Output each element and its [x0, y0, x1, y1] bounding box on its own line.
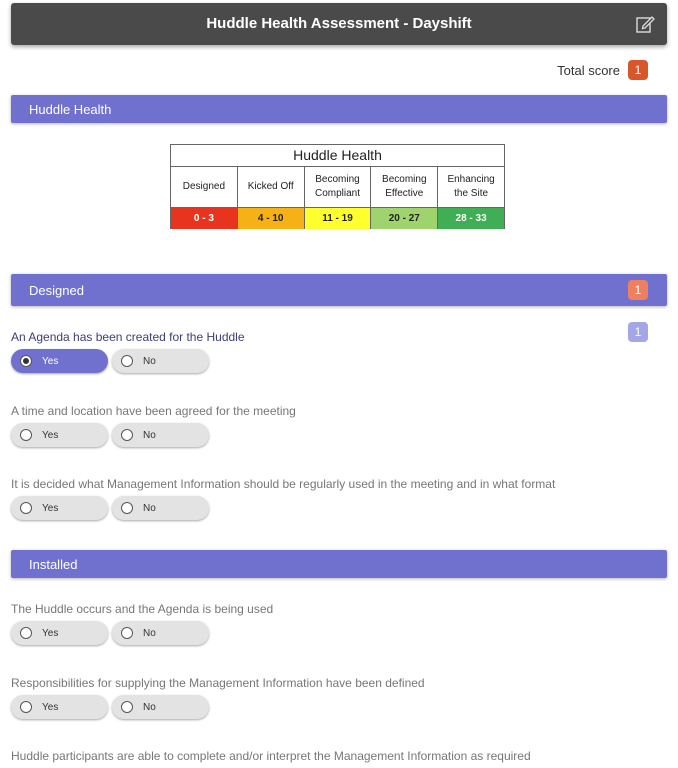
option-no[interactable] — [112, 423, 209, 447]
legend-level-range: 0 - 3 — [171, 207, 237, 229]
question-text: The Huddle occurs and the Agenda is being used — [11, 602, 274, 616]
option-yes[interactable] — [11, 496, 108, 520]
radio-icon[interactable] — [121, 355, 133, 367]
legend-level-range: 20 - 27 — [371, 207, 437, 229]
radio-icon[interactable] — [121, 701, 133, 713]
question-text: Responsibilities for supplying the Management Information have been defined — [11, 676, 425, 690]
option-yes[interactable] — [11, 423, 108, 447]
legend-level-range: 11 - 19 — [305, 207, 371, 229]
option-no[interactable] — [112, 695, 209, 719]
radio-icon[interactable] — [20, 701, 32, 713]
legend-level — [371, 167, 438, 229]
legend-level-name: Becoming Compliant — [314, 174, 360, 199]
legend-level-name: Becoming Effective — [382, 174, 427, 199]
legend-level-range: 4 - 10 — [238, 207, 304, 229]
option-label: No — [143, 355, 156, 367]
legend-level — [238, 167, 305, 229]
section-score-badge: 1 — [628, 280, 648, 300]
question-text: It is decided what Management Information should be regularly used in the meeting and in what format — [11, 477, 556, 491]
legend-title: Huddle Health — [171, 145, 504, 167]
legend-level — [305, 167, 372, 229]
question-score-badge: 1 — [628, 322, 648, 342]
legend-level — [171, 167, 238, 229]
title-bar — [11, 3, 667, 45]
option-no[interactable] — [112, 621, 209, 645]
option-label: Yes — [42, 701, 59, 713]
radio-icon[interactable] — [20, 627, 32, 639]
option-yes[interactable] — [11, 621, 108, 645]
legend-level-name: Designed — [182, 181, 226, 192]
option-yes[interactable] — [11, 695, 108, 719]
page-title: Huddle Health Assessment - Dayshift — [206, 15, 472, 32]
section-title: Huddle Health — [29, 101, 112, 117]
huddle-health-legend — [170, 144, 505, 229]
option-yes[interactable] — [11, 349, 108, 373]
total-score-label: Total score — [557, 62, 620, 78]
edit-icon[interactable] — [635, 14, 655, 34]
question-text: Huddle participants are able to complete and/or interpret the Management Information as required — [11, 749, 531, 763]
legend-level-name: Enhancing the Site — [447, 174, 495, 199]
total-score — [557, 60, 648, 80]
legend-level-range: 28 - 33 — [438, 207, 504, 229]
option-label: Yes — [42, 627, 59, 639]
option-label: No — [143, 502, 156, 514]
question-text: An Agenda has been created for the Huddle — [11, 330, 245, 344]
legend-level-name: Kicked Off — [247, 181, 294, 192]
option-label: Yes — [42, 429, 59, 441]
radio-icon[interactable] — [20, 355, 32, 367]
section-huddle-health[interactable] — [11, 95, 667, 123]
radio-icon[interactable] — [121, 627, 133, 639]
section-designed[interactable] — [11, 274, 667, 306]
section-title: Installed — [29, 556, 78, 572]
option-no[interactable] — [112, 496, 209, 520]
question-text: A time and location have been agreed for the meeting — [11, 404, 296, 418]
option-label: No — [143, 429, 156, 441]
section-installed[interactable] — [11, 550, 667, 578]
option-label: Yes — [42, 355, 59, 367]
radio-icon[interactable] — [20, 429, 32, 441]
total-score-badge: 1 — [628, 60, 648, 80]
legend-level — [438, 167, 504, 229]
radio-icon[interactable] — [20, 502, 32, 514]
radio-icon[interactable] — [121, 502, 133, 514]
option-label: No — [143, 627, 156, 639]
radio-icon[interactable] — [121, 429, 133, 441]
option-label: No — [143, 701, 156, 713]
section-title: Designed — [29, 282, 84, 298]
option-label: Yes — [42, 502, 59, 514]
option-no[interactable] — [112, 349, 209, 373]
